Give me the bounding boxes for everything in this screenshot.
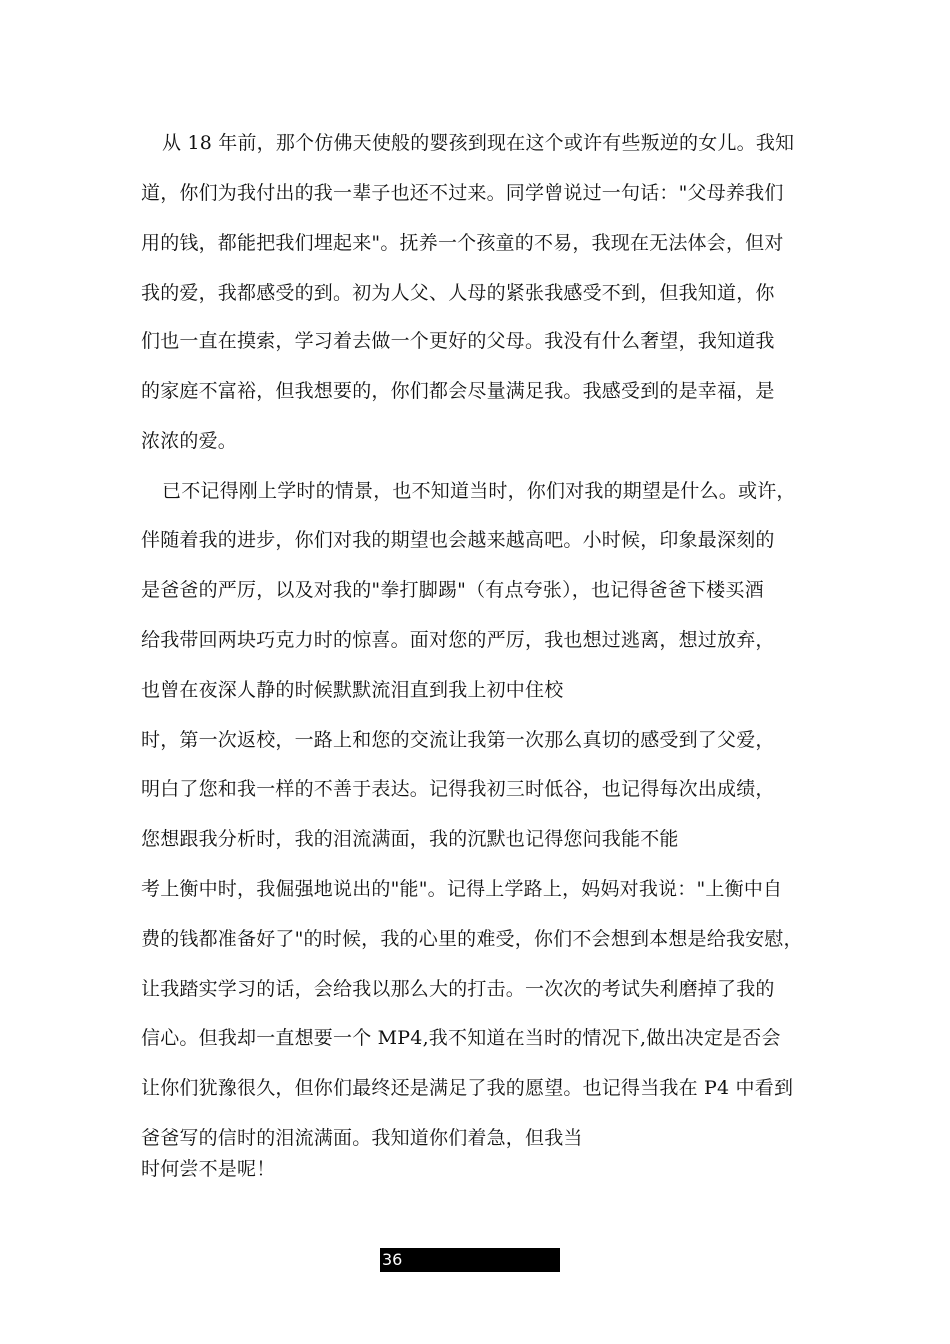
paragraph-1-line-3: 用的钱，都能把我们埋起来"。抚养一个孩童的不易，我现在无法体会，但对: [141, 232, 784, 254]
paragraph-2-line-13: 让你们犹豫很久，但你们最终还是满足了我的愿望。也记得当我在 P4 中看到: [141, 1077, 794, 1099]
paragraph-1-line-1: 从 18 年前，那个仿佛天使般的婴孩到现在这个或许有些叛逆的女儿。我知: [162, 132, 795, 154]
page-number-bar: [380, 1248, 560, 1272]
paragraph-2-line-2: 伴随着我的进步，你们对我的期望也会越来越高吧。小时候，印象最深刻的: [141, 529, 775, 551]
page-number: 36: [382, 1250, 403, 1269]
paragraph-1-line-4: 我的爱，我都感受的到。初为人父、人母的紧张我感受不到，但我知道，你: [141, 282, 775, 304]
paragraph-2-line-8: 您想跟我分析时，我的泪流满面，我的沉默也记得您问我能不能: [141, 828, 679, 850]
paragraph-1-line-6: 的家庭不富裕，但我想要的，你们都会尽量满足我。我感受到的是幸福，是: [141, 380, 775, 402]
paragraph-2-line-12: 信心。但我却一直想要一个 MP4,我不知道在当时的情况下,做出决定是否会: [141, 1027, 781, 1049]
paragraph-2-line-3: 是爸爸的严厉，以及对我的"拳打脚踢"（有点夸张），也记得爸爸下楼买酒: [141, 579, 764, 601]
paragraph-2-line-11: 让我踏实学习的话，会给我以那么大的打击。一次次的考试失利磨掉了我的: [141, 978, 775, 1000]
paragraph-2-line-4: 给我带回两块巧克力时的惊喜。面对您的严厉，我也想过逃离，想过放弃，: [141, 629, 775, 651]
paragraph-2-line-10: 费的钱都准备好了"的时候，我的心里的难受，你们不会想到本想是给我安慰，: [141, 928, 803, 950]
paragraph-1-line-2: 道，你们为我付出的我一辈子也还不过来。同学曾说过一句话："父母养我们: [141, 182, 784, 204]
paragraph-1-line-5: 们也一直在摸索，学习着去做一个更好的父母。我没有什么奢望，我知道我: [141, 330, 775, 352]
paragraph-2-line-6: 时，第一次返校，一路上和您的交流让我第一次那么真切的感受到了父爱，: [141, 729, 775, 751]
paragraph-1-line-7: 浓浓的爱。: [141, 430, 238, 452]
paragraph-2-line-15: 时何尝不是呢！: [141, 1158, 276, 1180]
paragraph-2-line-1: 已不记得刚上学时的情景，也不知道当时，你们对我的期望是什么。或许，: [162, 480, 796, 502]
paragraph-2-line-9: 考上衡中时，我倔强地说出的"能"。记得上学路上，妈妈对我说："上衡中自: [141, 878, 783, 900]
paragraph-2-line-14: 爸爸写的信时的泪流满面。我知道你们着急，但我当: [141, 1127, 583, 1149]
paragraph-2-line-7: 明白了您和我一样的不善于表达。记得我初三时低谷，也记得每次出成绩，: [141, 778, 775, 800]
paragraph-2-line-5: 也曾在夜深人静的时候默默流泪直到我上初中住校: [141, 679, 564, 701]
